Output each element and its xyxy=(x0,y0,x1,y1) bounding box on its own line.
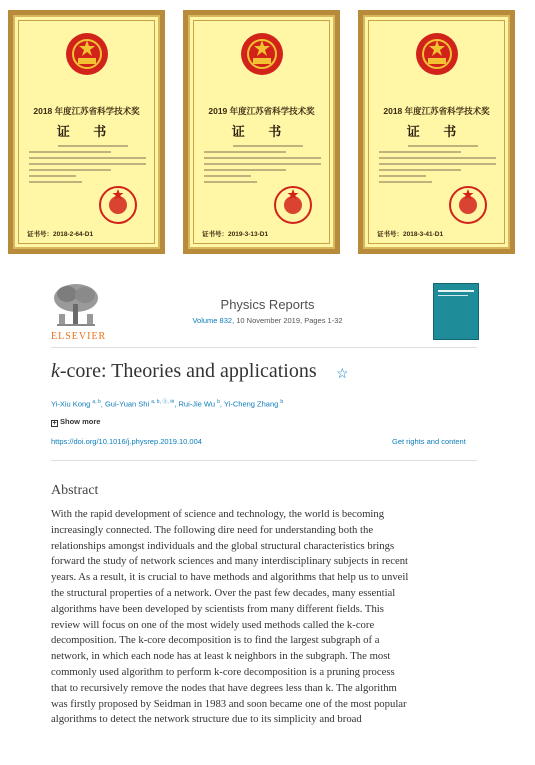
certificate-body-text xyxy=(379,141,496,187)
article-title: k-core: Theories and applications xyxy=(51,360,317,382)
certificate-heading: 证 书 xyxy=(56,124,117,139)
star-icon[interactable]: ☆ xyxy=(336,365,349,381)
certificate-title: 2018 年度江苏省科学技术奖 xyxy=(383,106,490,116)
certificate-number: 证书号：2019-3-13-D1 xyxy=(202,231,269,238)
issue-date-pages: , 10 November 2019, Pages 1-32 xyxy=(232,316,343,325)
official-seal-icon xyxy=(273,185,313,225)
plus-box-icon: + xyxy=(52,420,57,427)
divider xyxy=(51,347,477,348)
official-seal-icon xyxy=(448,185,488,225)
divider xyxy=(51,460,477,461)
show-more-button[interactable]: + Show more xyxy=(52,417,101,427)
certificate-1 xyxy=(8,10,165,254)
rights-link[interactable]: Get rights and content xyxy=(392,437,466,446)
author-link[interactable]: Yi-Cheng Zhang xyxy=(223,399,279,409)
certificate-body-text xyxy=(204,141,321,187)
elsevier-wordmark[interactable]: ELSEVIER xyxy=(51,331,107,342)
national-emblem-icon xyxy=(64,31,110,77)
certificate-paper xyxy=(188,15,335,249)
national-emblem-icon xyxy=(414,31,460,77)
author-link[interactable]: Rui-Jie Wu xyxy=(178,399,216,409)
certificate-number: 证书号：2018-2-64-D1 xyxy=(27,231,94,238)
certificate-body-text xyxy=(29,141,146,187)
author-list: Yi-Xiu Kong $^{a, b}$, Gui-Yuan Shi $^{a, b, Ⓐ, ✉}$, Rui-Jie Wu $^b$, Yi-Cheng Zhang $^b$ xyxy=(51,399,284,409)
abstract-text: With the rapid development of science and technology, the world is becoming increasingly connected. The following dire need for understanding both the relationships amongst individuals and the global structural characteristics brings forward the study of network sciences and many interdisciplinary subjects in recent years. As a result, it is crucial to have methods and algorithms that help us to unveil the structural properties of a network. Over the past few decades, many essential algorithms have been developed by scientists from many different fields. This review will focus on one of the most widely used methods called the k-core decomposition. The k-core decomposition is to find the largest subgraph of a network, in which each node has at least k neighbors in the subgraph. The most commonly used algorithm to perform k-core decomposition is a pruning process that to recursively remove the nodes that have degrees less than k. The algorithm was firstly proposed by Seidman in 1983 and soon became one of the most popular algorithms to detect the network structure due to its simplicity and broad xyxy=(51,508,409,726)
certificate-paper xyxy=(363,15,510,249)
journal-title[interactable]: Physics Reports xyxy=(220,297,315,312)
national-emblem-icon xyxy=(239,31,285,77)
certificate-title: 2018 年度江苏省科学技术奖 xyxy=(33,106,140,116)
certificate-2 xyxy=(183,10,340,254)
author-link[interactable]: Gui-Yuan Shi xyxy=(104,399,150,409)
journal-cover-thumbnail[interactable] xyxy=(433,283,479,340)
official-seal-icon xyxy=(98,185,138,225)
certificate-heading: 证 书 xyxy=(406,124,467,139)
doi-link[interactable]: https://doi.org/10.1016/j.physrep.2019.10.004 xyxy=(51,437,202,446)
certificate-heading: 证 书 xyxy=(231,124,292,139)
certificate-paper xyxy=(13,15,160,249)
certificates-row xyxy=(0,0,535,262)
certificate-number: 证书号：2018-3-41-D1 xyxy=(377,231,444,238)
certificate-3 xyxy=(358,10,515,254)
abstract-heading: Abstract xyxy=(51,483,99,498)
certificate-title: 2019 年度江苏省科学技术奖 xyxy=(208,106,315,116)
author-link[interactable]: Yi-Xiu Kong xyxy=(51,399,91,409)
volume-link[interactable]: Volume 832 xyxy=(192,316,233,325)
